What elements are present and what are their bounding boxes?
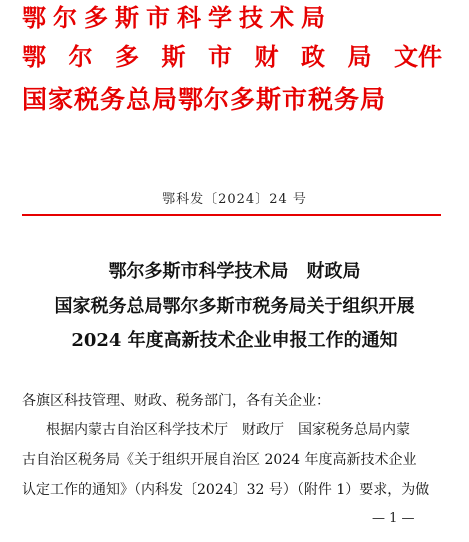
document-number: 鄂科发〔2024〕24 号 (162, 192, 307, 207)
issuer-char: 尔 (68, 42, 93, 71)
notice-title-line-2: 国家税务总局鄂尔多斯市税务局关于组织开展 (54, 296, 415, 317)
notice-title-line-1: 鄂尔多斯市科学技术局 财政局 (108, 261, 361, 282)
body-paragraph-line-2: 古自治区税务局《关于组织开展自治区 2024 年度高新技术企业 (22, 452, 417, 468)
body-paragraph-line-3: 认定工作的通知》（内科发〔2024〕32 号）（附件 1）要求，为做 (22, 482, 430, 498)
issuer-char: 鄂 (22, 42, 46, 71)
issuer-char: 局 (347, 42, 372, 71)
issuer-char: 政 (301, 42, 325, 71)
issuer-char: 斯 (161, 42, 186, 71)
issuer-char: 财 (254, 42, 279, 71)
issuer-line-finance-bureau (22, 42, 442, 71)
issuer-char: 多 (115, 42, 139, 71)
red-separator-line (22, 214, 441, 216)
page-number: — 1 — (372, 511, 415, 526)
document-label: 文件 (394, 42, 442, 71)
issuer-char: 市 (208, 42, 232, 71)
issuer-line-science-bureau: 鄂尔多斯市科学技术局 (22, 3, 332, 32)
body-paragraph-line-1: 根据内蒙古自治区科学技术厅 财政厅 国家税务总局内蒙 (46, 422, 410, 438)
salutation: 各旗区科技管理、财政、税务部门，各有关企业： (22, 393, 330, 409)
issuer-line-tax-bureau: 国家税务总局鄂尔多斯市税务局 (22, 85, 387, 114)
notice-title-line-3: 2024 年度高新技术企业申报工作的通知 (71, 330, 398, 351)
